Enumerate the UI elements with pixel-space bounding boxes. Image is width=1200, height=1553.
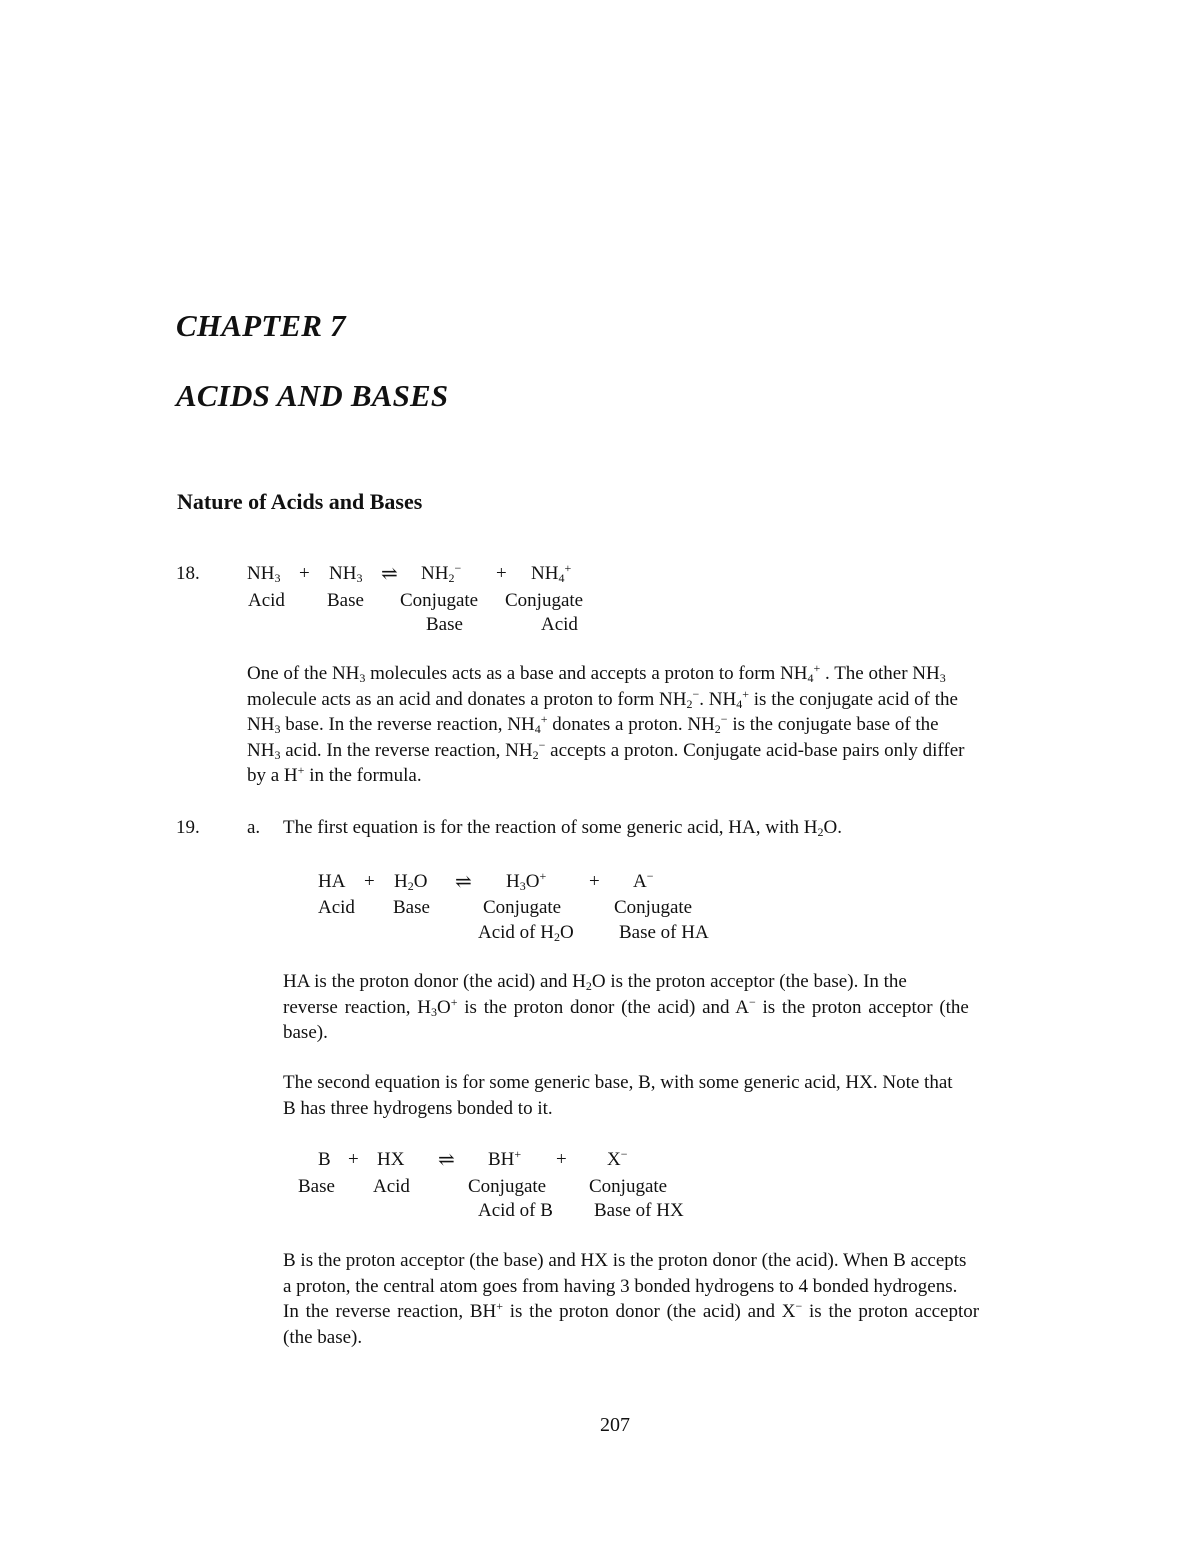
eq1-equilibrium-arrow: ⇌: [455, 871, 472, 893]
eq1-species-hydronium: $H_3O^+$: [506, 869, 547, 893]
eq2-label-conj-base-1: Conjugate: [589, 1176, 668, 1197]
eq2-plus-1: +: [348, 1149, 359, 1170]
section-title: Nature of Acids and Bases: [177, 489, 423, 514]
eq18-species-4: $NH_4^+$: [531, 561, 572, 585]
eq18-label-conj-base-2: Base: [426, 614, 463, 635]
eq18-equilibrium-arrow: ⇌: [381, 563, 398, 585]
eq2-species-hx: HX: [377, 1149, 405, 1170]
eq2-label-conj-acid-2: Acid of B: [478, 1200, 553, 1221]
eq18-label-base: Base: [327, 590, 364, 611]
eq1-label-conj-acid-2: Acid of $H_2O$: [478, 922, 574, 944]
eq2-species-bh: BH+: [488, 1147, 522, 1170]
eq1-label-acid: Acid: [318, 897, 355, 918]
eq1-label-conj-acid-1: Conjugate: [483, 897, 562, 918]
problem19-para-2: The second equation is for some generic base, B, with some generic acid, HX. Note that B has three hydrogens bonded to it.: [283, 1072, 953, 1119]
eq18-label-conj-acid-2: Acid: [541, 614, 578, 635]
eq2-species-x: X−: [607, 1147, 628, 1170]
problem19-intro: The first equation is for the reaction of some generic acid, HA, with $H_2O$.: [283, 817, 842, 839]
problem19-para-1: HA is the proton donor (the acid) and $H_2O$ is the proton acceptor (the base). In the reverse reaction, $H_3O^+$ is the proton donor (the acid) and A− is the proton acceptor (the base).: [283, 971, 969, 1043]
eq18-plus-2: +: [496, 563, 507, 584]
eq18-species-1: $NH_3$: [247, 563, 281, 585]
eq2-label-conj-base-2: Base of HX: [594, 1200, 684, 1221]
eq1-label-conj-base-1: Conjugate: [614, 897, 693, 918]
eq2-plus-2: +: [556, 1149, 567, 1170]
eq18-label-conj-base-1: Conjugate: [400, 590, 479, 611]
eq2-label-base: Base: [298, 1176, 335, 1197]
eq1-label-conj-base-2: Base of HA: [619, 922, 709, 943]
eq1-species-anion: A−: [633, 869, 654, 892]
problem19-part-a: a.: [247, 817, 261, 838]
chapter-number: CHAPTER 7: [176, 308, 346, 343]
problem-number-18: 18.: [176, 563, 200, 584]
page-number: 207: [600, 1414, 630, 1436]
eq2-equilibrium-arrow: ⇌: [438, 1149, 455, 1171]
eq1-label-base: Base: [393, 897, 430, 918]
eq1-plus-2: +: [589, 871, 600, 892]
eq18-label-acid: Acid: [248, 590, 285, 611]
problem19-para-3: B is the proton acceptor (the base) and HX is the proton donor (the acid). When B accepts a proton, the central atom goes from having 3 bonded hydrogens to 4 bonded hydrogens. In the reverse reaction, BH+ is the proton donor (the acid) and X− is the proton acceptor (the base).: [283, 1250, 980, 1348]
chapter-title: ACIDS AND BASES: [176, 378, 449, 413]
eq18-species-3: $NH_2^-$: [421, 561, 462, 585]
eq1-species-ha: HA: [318, 871, 346, 892]
eq2-label-acid: Acid: [373, 1176, 410, 1197]
eq1-species-water: $H_2O$: [394, 871, 428, 893]
problem-number-19: 19.: [176, 817, 200, 838]
eq18-label-conj-acid-1: Conjugate: [505, 590, 584, 611]
problem18-explanation: One of the $NH_3$ molecules acts as a base and accepts a proton to form $NH_4^+$ . The other $NH_3$ molecule acts as an acid and donates a proton to form $NH_2^-$. $NH_4^+$ is the conjugate acid of the $NH_3$ base. In the reverse reaction, $NH_4^+$ donates a proton. $NH_2^-$ is the conjugate base of the $NH_3$ acid. In the reverse reaction, $NH_2^-$ accepts a proton. Conjugate acid-base pairs only differ by a H+ in the formula.: [247, 661, 965, 786]
eq1-plus-1: +: [364, 871, 375, 892]
eq2-species-b: B: [318, 1149, 331, 1170]
eq2-label-conj-acid-1: Conjugate: [468, 1176, 547, 1197]
eq18-plus-1: +: [299, 563, 310, 584]
eq18-species-2: $NH_3$: [329, 563, 363, 585]
